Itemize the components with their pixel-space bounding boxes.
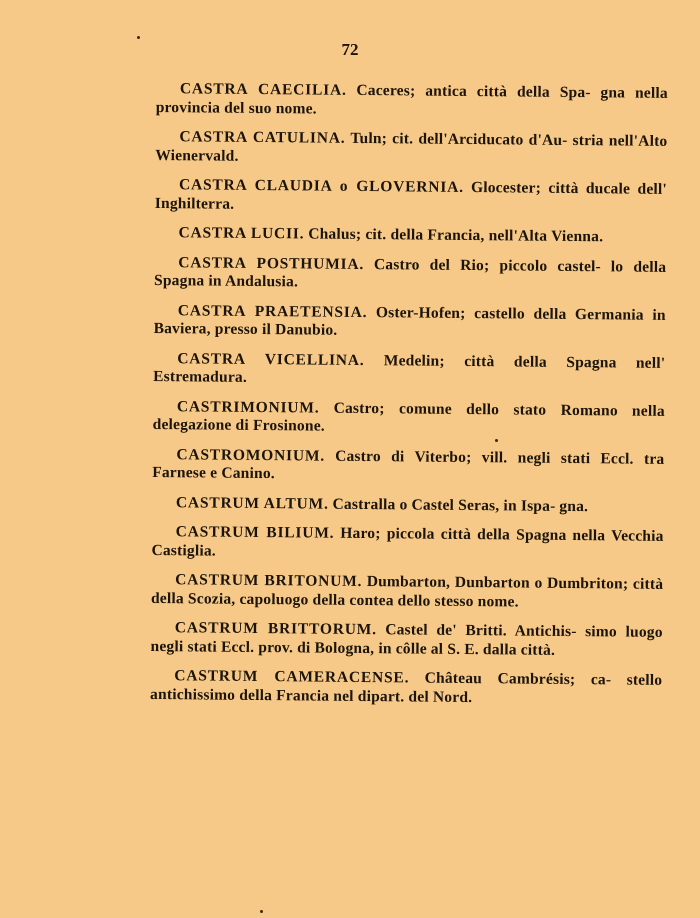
entry-text: Medelin; città della Spagna xyxy=(383,351,617,371)
entry-text: Castro del Rio; piccolo castel- xyxy=(373,255,602,275)
entry xyxy=(151,523,663,565)
entry-headword: CASTRA PRAETENSIA. xyxy=(177,301,368,321)
entry xyxy=(155,128,667,170)
entry-text: Vienna. xyxy=(551,227,604,246)
entry-text: nell' Estremadura. xyxy=(153,354,666,386)
entry xyxy=(152,445,664,487)
entry-headword: CASTRA LUCII. xyxy=(178,224,305,243)
entry-text: lo della Spagna in Andalusia. xyxy=(153,257,667,291)
entry-text: Chalus; cit. della Francia, nell'Alta xyxy=(308,225,548,245)
page-number: 72 xyxy=(341,40,359,59)
entry xyxy=(154,253,666,295)
entry-text: Tuln; cit. dell'Arciducato d'Au- xyxy=(350,129,568,149)
entry-headword: CASTRA CAECILIA. xyxy=(179,80,347,99)
entry-headword: CASTRUM BRITONUM. xyxy=(175,571,363,591)
entry-headword: CASTRA CATULINA. xyxy=(179,128,346,147)
entry-text: nella delegazione di Frosinone. xyxy=(152,402,665,435)
entry-headword: CASTRUM ALTUM. xyxy=(175,493,329,513)
entry-text: Château Cambrésis; ca- xyxy=(424,669,612,689)
speck xyxy=(137,36,140,39)
entry-text: nella Vecchia Castiglia. xyxy=(151,527,664,560)
entry-headword: CASTRA CLAUDIA o GLOVERNIA. xyxy=(178,176,464,196)
entry-text: Dumbriton; città della Scozia, capoluogo della contea xyxy=(150,574,664,609)
entry-headword: CASTRA VICELLINA. xyxy=(177,349,365,369)
entry-text: dello stesso nome. xyxy=(397,591,519,611)
entry xyxy=(150,619,662,661)
entry-headword: CASTRA POSTHUMIA. xyxy=(178,253,365,273)
entry xyxy=(152,493,664,516)
entry-text: Castel de' Britti. Antichis- xyxy=(385,621,577,641)
entry xyxy=(154,224,666,247)
entry-headword: CASTRIMONIUM. xyxy=(176,397,320,417)
entry-text: stello antichissimo della Francia nel dipart. del Nord. xyxy=(150,671,663,706)
entry-text: Caceres; antica città della Spa- xyxy=(356,81,591,102)
entry-text: al S. E. dalla città. xyxy=(430,640,556,659)
entry-text: gna. xyxy=(559,497,589,515)
entry-text: Dumbarton, Dunbarton o xyxy=(366,573,543,592)
entry xyxy=(151,571,663,613)
entry-headword: CASTRUM CAMERACENSE. xyxy=(174,667,410,687)
entry-text: gna nella provincia del suo nome. xyxy=(155,84,668,118)
entry-text: Glocester; città xyxy=(470,179,579,198)
entry xyxy=(150,667,662,709)
entry-text: stria nell'Alto Wienervald. xyxy=(155,132,668,165)
entry xyxy=(153,397,665,439)
entry-headword: CASTRUM BILIUM. xyxy=(175,523,335,542)
entry xyxy=(154,301,666,343)
entry-text: ducale dell' Inghilterra. xyxy=(154,180,668,213)
entry-text: Haro; piccola città della Spagna xyxy=(340,524,567,544)
entry-text: Eccl. tra Farnese e Canino. xyxy=(152,449,665,483)
entry xyxy=(153,349,665,391)
entry-headword: CASTRUM BRITTORUM. xyxy=(174,619,377,639)
entry-text: Castralla o Castel Seras, in Ispa- xyxy=(332,495,556,515)
dictionary-entries xyxy=(150,80,668,720)
entry-headword: CASTROMONIUM. xyxy=(176,445,326,465)
entry xyxy=(155,176,667,218)
entry xyxy=(156,80,668,122)
entry-text: Germania in Baviera, presso il Danubio. xyxy=(153,305,666,339)
speck xyxy=(260,910,263,913)
entry-text: Castro di Viterbo; vill. negli stati xyxy=(335,447,591,467)
entry-text: Oster-Hofen; castello della xyxy=(375,303,567,323)
entry-text: simo luogo negli stati Eccl. prov. di Bologna, in côlle xyxy=(150,623,663,658)
entry-text: Castro; comune dello stato Romano xyxy=(333,399,618,419)
